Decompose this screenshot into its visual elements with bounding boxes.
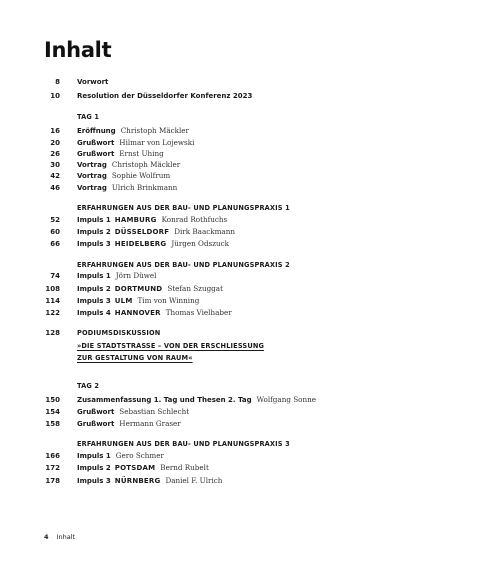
toc-entry-city: DÜSSELDORF [114, 228, 170, 236]
toc-entry-type: Impuls 1 [77, 452, 111, 460]
toc-page-number: 66 [50, 240, 60, 248]
toc-section-heading: PODIUMSDISKUSSION [77, 329, 161, 337]
toc-entry-type: Grußwort [77, 420, 115, 428]
toc-page-number: 172 [45, 464, 60, 472]
toc-entry [77, 418, 181, 430]
page-title: Inhalt [44, 38, 112, 62]
toc-page-number: 10 [50, 92, 60, 100]
toc-entry-author: Stefan Szuggat [167, 284, 223, 293]
toc-entry-author: Konrad Rothfuchs [161, 215, 228, 224]
toc-page-number: 46 [50, 184, 60, 192]
toc-entry-author: Hermann Graser [119, 419, 181, 428]
toc-entry [77, 238, 229, 250]
toc-entry-city: HANNOVER [114, 309, 161, 317]
toc-entry-type: Vortrag [77, 172, 107, 180]
toc-entry-author: Ernst Uhing [119, 149, 164, 158]
toc-entry [77, 295, 199, 307]
toc-entry [77, 283, 223, 295]
toc-entry-type: Vorwort [77, 78, 109, 86]
toc-page-number: 26 [50, 150, 60, 158]
toc-entry [77, 450, 164, 462]
toc-entry-author: Tim von Winning [137, 296, 200, 305]
toc-entry-type: Impuls 3 [77, 297, 111, 305]
toc-entry [77, 406, 189, 418]
footer-page-number: 4 [44, 533, 49, 541]
toc-section-heading: ERFAHRUNGEN AUS DER BAU- UND PLANUNGSPRAXIS 3 [77, 440, 290, 448]
toc-page-number: 150 [45, 396, 60, 404]
toc-page-number: 114 [45, 297, 60, 305]
toc-entry [77, 202, 290, 214]
toc-entry [77, 475, 222, 487]
toc-entry [77, 394, 316, 406]
toc-page-number: 52 [50, 216, 60, 224]
toc-section-heading: TAG 2 [77, 382, 100, 390]
toc-entry-type: Zusammenfassung 1. Tag und Thesen 2. Tag [77, 396, 252, 404]
toc-entry-author: Daniel F. Ulrich [165, 476, 223, 485]
toc-page-number: 108 [45, 285, 60, 293]
toc-entry [77, 380, 99, 392]
toc-entry-type: Impuls 1 [77, 272, 111, 280]
toc-page-number: 166 [45, 452, 60, 460]
toc-entry [77, 111, 99, 123]
toc-entry-type: Impuls 3 [77, 240, 111, 248]
toc-entry-author: Dirk Baackmann [174, 227, 235, 236]
toc-entry-city: POTSDAM [114, 464, 156, 472]
toc-entry-type: Impuls 1 [77, 216, 111, 224]
toc-page-number: 16 [50, 127, 60, 135]
toc-entry [77, 170, 170, 182]
toc-entry-author: Bernd Rubelt [160, 463, 209, 472]
toc-page-number: 8 [55, 78, 60, 86]
toc-page-number: 42 [50, 172, 60, 180]
toc-section-heading: ERFAHRUNGEN AUS DER BAU- UND PLANUNGSPRAXIS 1 [77, 204, 290, 212]
toc-entry [77, 438, 290, 450]
toc-entry-city: DORTMUND [114, 285, 163, 293]
toc-section-heading: »DIE STADTSTRASSE – VON DER ERSCHLIESSUNG [77, 342, 265, 350]
toc-entry-type: Impuls 2 [77, 464, 111, 472]
toc-entry-type: Resolution der Düsseldorfer Konferenz 2023 [77, 92, 253, 100]
toc-entry [77, 90, 252, 102]
toc-entry [77, 462, 209, 474]
toc-entry-author: Jürgen Odszuck [171, 239, 230, 248]
toc-entry [77, 76, 108, 88]
toc-entry-type: Grußwort [77, 150, 115, 158]
toc-entry-type: Impuls 2 [77, 285, 111, 293]
footer-label: Inhalt [56, 533, 76, 541]
toc-entry-city: HEIDELBERG [114, 240, 167, 248]
toc-entry-author: Sophie Wolfrum [111, 171, 171, 180]
toc-entry-author: Christoph Mäckler [111, 160, 181, 169]
toc-entry-type: Impuls 4 [77, 309, 111, 317]
toc-entry-type: Grußwort [77, 139, 115, 147]
toc-entry [77, 214, 227, 226]
toc-entry-city: HAMBURG [114, 216, 157, 224]
toc-entry-city: NÜRNBERG [114, 477, 161, 485]
toc-section-heading: ZUR GESTALTUNG VON RAUM« [77, 354, 193, 362]
toc-entry-author: Hilmar von Lojewski [119, 138, 195, 147]
toc-entry-type: Impuls 2 [77, 228, 111, 236]
toc-page-number: 154 [45, 408, 60, 416]
toc-entry [77, 125, 189, 137]
toc-section-heading: ERFAHRUNGEN AUS DER BAU- UND PLANUNGSPRAXIS 2 [77, 261, 290, 269]
toc-entry [77, 340, 264, 352]
toc-entry-type: Impuls 3 [77, 477, 111, 485]
toc-page-number: 30 [50, 161, 60, 169]
toc-entry-author: Jörn Düwel [115, 271, 157, 280]
toc-entry-type: Vortrag [77, 184, 107, 192]
toc-section-heading: TAG 1 [77, 113, 100, 121]
toc-entry [77, 327, 160, 339]
toc-entry [77, 270, 156, 282]
toc-entry-author: Thomas Vielhaber [165, 308, 232, 317]
toc-page-number: 178 [45, 477, 60, 485]
toc-entry-type: Vortrag [77, 161, 107, 169]
toc-entry [77, 226, 235, 238]
toc-entry-author: Gero Schmer [115, 451, 164, 460]
toc-entry [77, 182, 177, 194]
toc-page-number: 60 [50, 228, 60, 236]
toc-entry-city: ULM [114, 297, 133, 305]
toc-entry [77, 307, 232, 319]
toc-entry-type: Eröffnung [77, 127, 116, 135]
toc-page-number: 74 [50, 272, 60, 280]
toc-entry-author: Sebastian Schlecht [119, 407, 190, 416]
toc-page-number: 122 [45, 309, 60, 317]
page-footer [44, 533, 75, 541]
toc-entry-author: Wolfgang Sonne [256, 395, 316, 404]
toc-entry-type: Grußwort [77, 408, 115, 416]
toc-page-number: 128 [45, 329, 60, 337]
toc-page-number: 158 [45, 420, 60, 428]
toc-entry-author: Christoph Mäckler [120, 126, 189, 135]
toc-entry-author: Ulrich Brinkmann [111, 183, 178, 192]
toc-page-number: 20 [50, 139, 60, 147]
toc-entry [77, 352, 193, 364]
